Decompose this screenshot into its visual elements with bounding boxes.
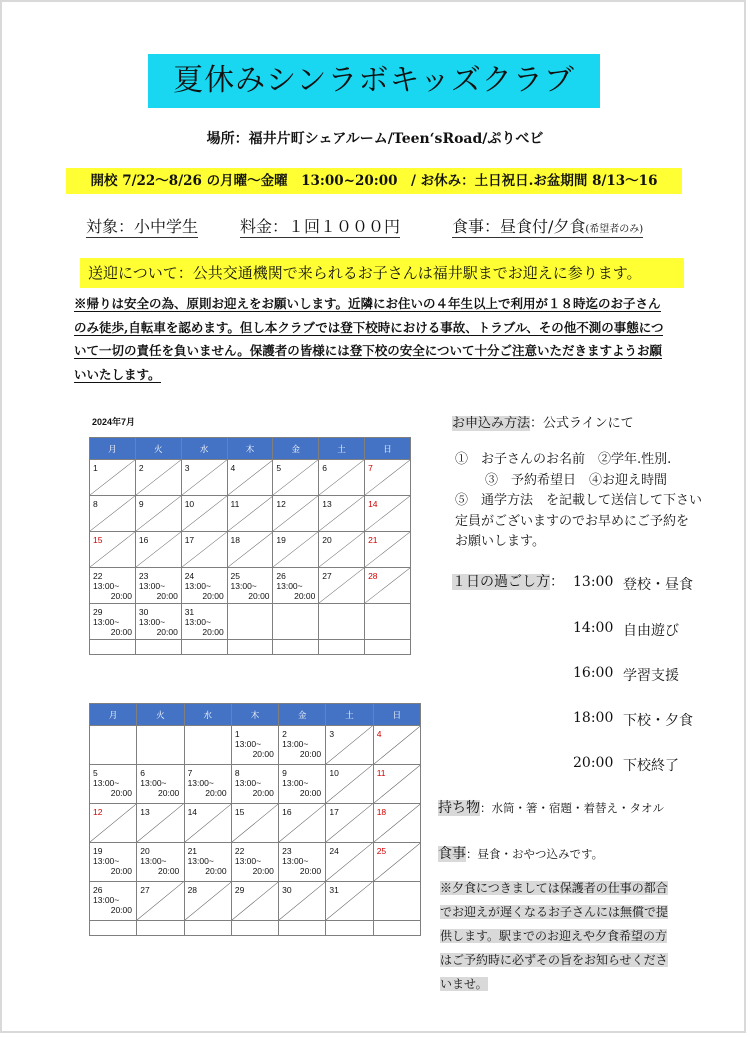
day-number: 7: [368, 463, 373, 473]
calendar-day-cell: [319, 532, 365, 568]
schedule-time: 16:00: [573, 665, 614, 681]
apply-method: お申込み方法：公式ラインにて: [452, 416, 634, 431]
calendar-day-cell: [231, 843, 278, 882]
open-time-end: 20:00: [299, 749, 322, 759]
day-number: 28: [187, 885, 198, 895]
day-number: 12: [276, 499, 286, 509]
weekday-header: 土: [319, 438, 365, 460]
open-time-start: 13:00~: [234, 778, 262, 788]
day-number: 21: [368, 535, 378, 545]
open-time-start: 13:00~: [282, 856, 309, 866]
schedule-time: 20:00: [573, 755, 614, 771]
weekday-header: 月: [90, 438, 136, 460]
calendar-day-cell: [326, 765, 373, 804]
day-number: 24: [329, 846, 339, 856]
day-number: 25: [230, 571, 240, 581]
calendar-day-cell: [137, 843, 184, 882]
day-number: 30: [282, 885, 292, 895]
day-number: 28: [368, 571, 378, 581]
day-number: 17: [329, 807, 339, 817]
calendar-day-cell: [319, 568, 365, 604]
calendar-day-cell: [273, 568, 319, 604]
weekday-header: 金: [279, 704, 326, 726]
calendar-day-cell: [231, 804, 278, 843]
day-number: 26: [93, 885, 103, 895]
day-number: 19: [276, 535, 286, 545]
day-number: 16: [138, 535, 149, 545]
open-time-start: 13:00~: [187, 778, 214, 788]
calendar-day-cell: [326, 843, 373, 882]
open-time-start: 13:00~: [140, 778, 167, 788]
july-calendar: [89, 437, 411, 655]
calendar-empty-cell: [231, 921, 278, 936]
day-number: 10: [329, 768, 339, 778]
calendar-day-cell: [181, 532, 227, 568]
open-time-end: 20:00: [202, 591, 224, 601]
open-time-end: 20:00: [156, 627, 178, 637]
calendar-day-cell: [90, 604, 136, 640]
day-number: 20: [322, 535, 332, 545]
day-number: 5: [276, 463, 282, 473]
open-time-start: 13:00~: [138, 581, 166, 591]
open-time-start: 13:00~: [230, 581, 257, 591]
calendar-empty-cell: [319, 640, 365, 655]
open-time-start: 13:00~: [276, 581, 303, 591]
open-time-end: 20:00: [110, 905, 132, 915]
open-time-end: 20:00: [205, 788, 227, 798]
calendar-empty-cell: [90, 921, 137, 936]
open-time-end: 20:00: [252, 866, 274, 876]
calendar-empty-cell: [181, 640, 227, 655]
open-time-end: 20:00: [299, 866, 322, 876]
day-number: 22: [93, 571, 103, 581]
day-number: 4: [376, 729, 382, 739]
day-number: 14: [187, 807, 198, 817]
calendar-day-cell: [135, 604, 181, 640]
calendar-day-cell: [231, 765, 278, 804]
calendar-empty-cell: [365, 640, 411, 655]
calendar-day-cell: [373, 726, 420, 765]
day-number: 30: [138, 607, 149, 617]
calendar-day-cell: [373, 843, 420, 882]
day-number: 1: [93, 463, 98, 473]
calendar-day-cell: [90, 496, 136, 532]
calendar-day-cell: [135, 460, 181, 496]
weekday-header: 木: [227, 438, 273, 460]
day-schedule-label: １日の過ごし方：: [452, 574, 564, 590]
safety-notice: ※帰りは安全の為、原則お迎えをお願いします。近隣にお住いの４年生以上で利用が１８時迄のお子さん のみ徒歩,自転車を認めます。但し本クラブでは登下校時における事故、トラブル、その他不測の事態につ いて一切の責任を負いません。保護者の皆様には登下校の安全について十分ご注意いただきますようお願 いいたします。: [74, 296, 664, 382]
calendar-empty-cell: [326, 921, 373, 936]
weekday-header: 日: [373, 704, 420, 726]
calendar-day-cell: [365, 568, 411, 604]
day-number: 23: [282, 846, 292, 856]
calendar-day-cell: [135, 532, 181, 568]
calendar-day-cell: [135, 568, 181, 604]
day-number: 8: [93, 499, 98, 509]
open-time-end: 20:00: [158, 866, 180, 876]
calendar-day-cell: [227, 604, 273, 640]
open-time-start: 13:00~: [282, 778, 309, 788]
dinner-note: ※夕食につきましては保護者の仕事の都合 でお迎えが遅くなるお子さんには無償で提 供します。駅までのお迎えや夕食希望の方 はご予約時に必ずその旨をお知らせくださ いませ。: [440, 881, 669, 991]
calendar-day-cell: [184, 765, 231, 804]
calendar-day-cell: [326, 726, 373, 765]
day-number: 6: [140, 768, 146, 778]
day-number: 2: [138, 463, 144, 473]
calendar-day-cell: [90, 804, 137, 843]
calendar-day-cell: [279, 765, 326, 804]
day-number: 27: [140, 885, 150, 895]
day-number: 26: [276, 571, 286, 581]
calendar-empty-cell: [135, 640, 181, 655]
day-number: 12: [93, 807, 103, 817]
schedule-activity: 下校終了: [623, 758, 679, 774]
calendar-day-cell: [279, 882, 326, 921]
calendar-day-cell: [319, 460, 365, 496]
calendar-day-cell: [184, 726, 231, 765]
open-time-start: 13:00~: [234, 739, 262, 749]
day-number: 3: [329, 729, 335, 739]
venue-text: 場所：福井片町シェアルーム/Teen‘sRoad/ぷりべビ: [206, 131, 544, 147]
calendar-day-cell: [273, 460, 319, 496]
calendar-day-cell: [181, 604, 227, 640]
day-number: 6: [322, 463, 327, 473]
open-time-end: 20:00: [252, 788, 274, 798]
calendar-day-cell: [135, 496, 181, 532]
open-time-end: 20:00: [299, 788, 322, 798]
day-number: 11: [230, 499, 240, 509]
open-time-start: 13:00~: [93, 617, 120, 627]
meal-detail: 食事：昼食・おやつ込みです。: [438, 846, 604, 862]
day-number: 8: [234, 768, 240, 778]
weekday-header: 水: [184, 704, 231, 726]
day-number: 31: [184, 607, 195, 617]
calendar-day-cell: [373, 765, 420, 804]
day-number: 18: [230, 535, 240, 545]
calendar-day-cell: [90, 765, 137, 804]
schedule-time: 18:00: [573, 710, 614, 726]
fee-info: 料金：１回１０００円: [240, 217, 401, 236]
calendar-day-cell: [319, 496, 365, 532]
calendar-day-cell: [279, 843, 326, 882]
open-time-end: 20:00: [110, 627, 132, 637]
open-time-start: 13:00~: [93, 895, 120, 905]
calendar-day-cell: [181, 496, 227, 532]
calendar-empty-cell: [273, 640, 319, 655]
open-time-start: 13:00~: [282, 739, 309, 749]
calendar-day-cell: [231, 882, 278, 921]
calendar-day-cell: [90, 882, 137, 921]
calendar-empty-cell: [373, 921, 420, 936]
target-info: 対象：小中学生: [86, 217, 199, 236]
calendar-day-cell: [273, 532, 319, 568]
calendar-day-cell: [137, 765, 184, 804]
calendar-day-cell: [137, 726, 184, 765]
calendar-day-cell: [90, 460, 136, 496]
calendar-day-cell: [326, 804, 373, 843]
day-number: 20: [140, 846, 150, 856]
open-time-start: 13:00~: [93, 581, 120, 591]
day-number: 29: [93, 607, 103, 617]
weekday-header: 火: [135, 438, 181, 460]
calendar-day-cell: [373, 804, 420, 843]
day-number: 13: [322, 499, 332, 509]
day-number: 1: [234, 729, 240, 739]
calendar-day-cell: [227, 532, 273, 568]
day-number: 18: [376, 807, 387, 817]
schedule-activity: 登校・昼食: [623, 577, 693, 593]
calendar-day-cell: [319, 604, 365, 640]
day-number: 5: [93, 768, 98, 778]
calendar-day-cell: [373, 882, 420, 921]
day-number: 15: [93, 535, 103, 545]
open-time-start: 13:00~: [234, 856, 262, 866]
open-time-start: 13:00~: [93, 778, 120, 788]
day-number: 4: [230, 463, 236, 473]
calendar-day-cell: [365, 496, 411, 532]
pickup-banner: 送迎について：公共交通機関で来られるお子さんは福井駅までお迎えに参ります。: [80, 258, 684, 288]
day-number: 23: [138, 571, 149, 581]
day-number: 17: [184, 535, 195, 545]
calendar-day-cell: [90, 532, 136, 568]
meal-info: 食事：昼食付/夕食(希望者のみ): [452, 217, 644, 236]
day-number: 7: [187, 768, 193, 778]
items-to-bring: 持ち物：水筒・箸・宿題・着替え・タオル: [438, 800, 664, 816]
day-number: 31: [329, 885, 339, 895]
day-number: 13: [140, 807, 150, 817]
weekday-header: 火: [137, 704, 184, 726]
schedule-activity: 下校・夕食: [623, 713, 693, 729]
day-number: 21: [187, 846, 198, 856]
open-time-start: 13:00~: [138, 617, 166, 627]
open-time-start: 13:00~: [187, 856, 214, 866]
day-number: 15: [234, 807, 245, 817]
weekday-header: 土: [326, 704, 373, 726]
calendar-day-cell: [90, 726, 137, 765]
weekday-header: 月: [90, 704, 137, 726]
calendar-day-cell: [181, 568, 227, 604]
open-time-end: 20:00: [158, 788, 180, 798]
open-time-end: 20:00: [205, 866, 227, 876]
calendar-empty-cell: [90, 640, 136, 655]
day-number: 11: [376, 768, 386, 778]
day-number: 25: [376, 846, 387, 856]
weekday-header: 金: [273, 438, 319, 460]
open-time-start: 13:00~: [93, 856, 120, 866]
open-time-end: 20:00: [202, 627, 224, 637]
calendar-day-cell: [231, 726, 278, 765]
calendar-empty-cell: [137, 921, 184, 936]
day-number: 27: [322, 571, 332, 581]
open-time-end: 20:00: [294, 591, 316, 601]
day-number: 19: [93, 846, 103, 856]
schedule-time: 13:00: [573, 574, 614, 590]
calendar-day-cell: [326, 882, 373, 921]
calendar-day-cell: [365, 604, 411, 640]
day-number: 3: [184, 463, 190, 473]
day-number: 24: [184, 571, 195, 581]
open-time-start: 13:00~: [184, 581, 211, 591]
open-time-start: 13:00~: [140, 856, 167, 866]
calendar-day-cell: [137, 882, 184, 921]
day-number: 16: [282, 807, 292, 817]
page-title: 夏休みシンラボキッズクラブ: [148, 54, 600, 108]
open-time-end: 20:00: [156, 591, 178, 601]
calendar-day-cell: [273, 604, 319, 640]
calendar-day-cell: [279, 804, 326, 843]
day-number: 14: [368, 499, 378, 509]
weekday-header: 水: [181, 438, 227, 460]
apply-instructions: ① お子さんのお名前 ②学年.性別. ③ 予約希望日 ④お迎え時間 ⑤ 通学方法 を記載して送信して下さい 定員がございますのでお早めにご予約を お願いします。: [455, 452, 703, 549]
day-number: 10: [184, 499, 195, 509]
open-time-end: 20:00: [110, 866, 132, 876]
day-number: 2: [282, 729, 287, 739]
open-time-end: 20:00: [248, 591, 270, 601]
day-number: 29: [234, 885, 245, 895]
calendar-day-cell: [90, 843, 137, 882]
schedule-time: 14:00: [573, 620, 614, 636]
day-number: 22: [234, 846, 245, 856]
open-time-end: 20:00: [110, 591, 132, 601]
schedule-activity: 学習支援: [623, 668, 679, 684]
weekday-header: 木: [231, 704, 278, 726]
open-time-start: 13:00~: [184, 617, 211, 627]
calendar-day-cell: [227, 460, 273, 496]
day-number: 9: [282, 768, 287, 778]
calendar-day-cell: [184, 843, 231, 882]
calendar-day-cell: [365, 532, 411, 568]
calendar-caption: 2024年7月: [92, 417, 136, 427]
calendar-day-cell: [279, 726, 326, 765]
calendar-day-cell: [184, 804, 231, 843]
calendar-day-cell: [137, 804, 184, 843]
calendar-day-cell: [365, 460, 411, 496]
open-time-end: 20:00: [110, 788, 132, 798]
hours-banner: 開校 7/22～8/26 の月曜～金曜 13:00~20:00 / お休み：土日祝日.お盆期間 8/13～16: [66, 168, 682, 194]
day-number: 9: [138, 499, 144, 509]
august-calendar: [89, 703, 421, 936]
open-time-end: 20:00: [252, 749, 274, 759]
calendar-day-cell: [273, 496, 319, 532]
calendar-empty-cell: [227, 640, 273, 655]
calendar-empty-cell: [279, 921, 326, 936]
calendar-day-cell: [181, 460, 227, 496]
schedule-activity: 自由遊び: [623, 623, 679, 639]
calendar-day-cell: [90, 568, 136, 604]
calendar-empty-cell: [184, 921, 231, 936]
calendar-day-cell: [227, 496, 273, 532]
weekday-header: 日: [365, 438, 411, 460]
calendar-day-cell: [184, 882, 231, 921]
calendar-day-cell: [227, 568, 273, 604]
